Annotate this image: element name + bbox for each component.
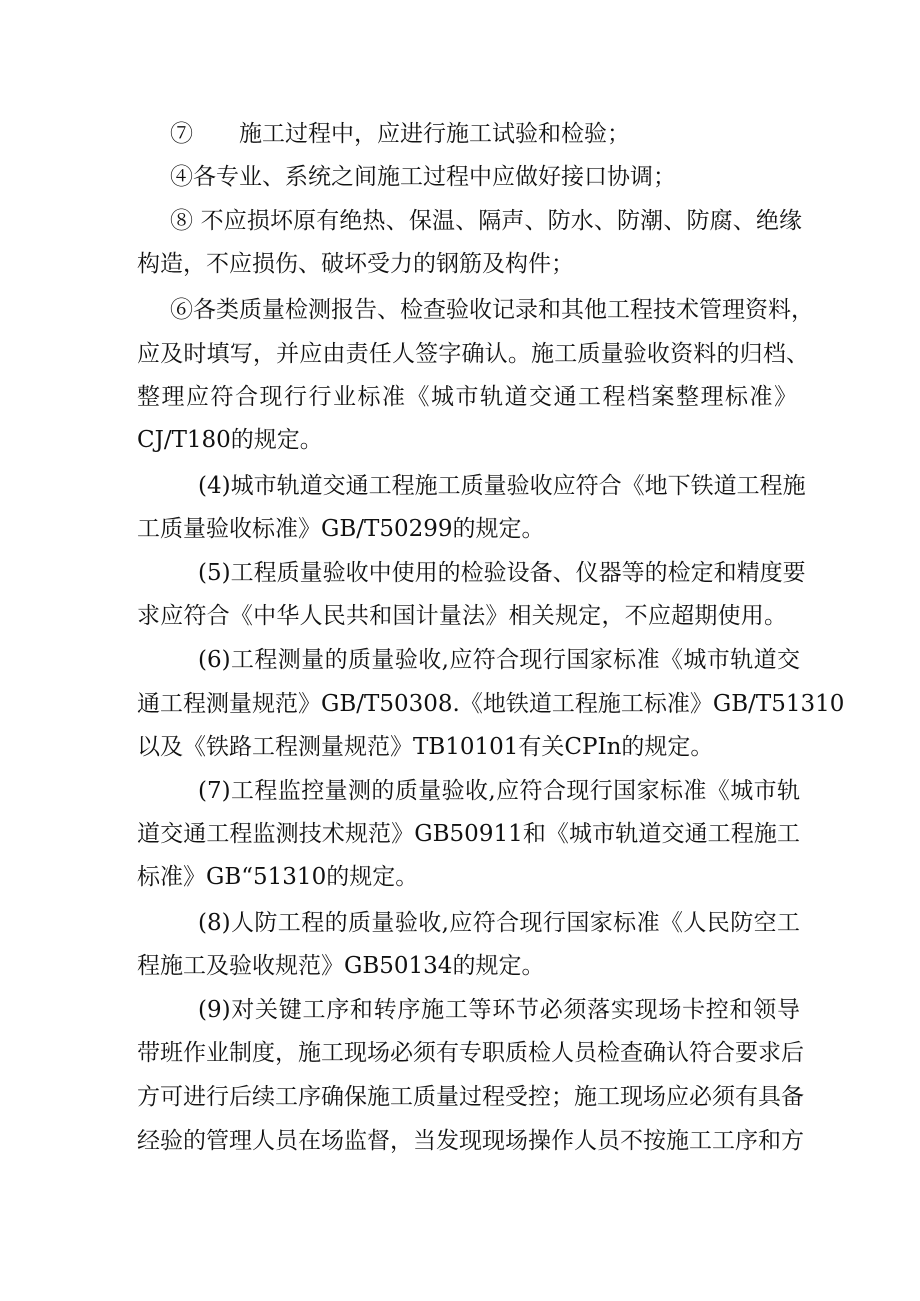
line-text: ⑧ 不应损坏原有绝热、保温、隔声、防水、防潮、防腐、绝缘 bbox=[170, 208, 802, 234]
text-line bbox=[0, 596, 920, 636]
text-line bbox=[0, 377, 920, 417]
line-text: ⑥各类质量检测报告、检查验收记录和其他工程技术管理资料， bbox=[170, 297, 814, 323]
text-line bbox=[0, 903, 920, 943]
line-text: (8)人防工程的质量验收,应符合现行国家标准《人民防空工 bbox=[198, 910, 800, 936]
line-text: 经验的管理人员在场监督，当发现现场操作人员不按施工工序和方 bbox=[137, 1128, 804, 1154]
text-line bbox=[0, 814, 920, 854]
text-line bbox=[0, 857, 920, 897]
line-text: 构造，不应损伤、破坏受力的钢筋及构件； bbox=[137, 251, 574, 277]
line-text: CJ/T180的规定。 bbox=[137, 427, 323, 453]
line-text: (4)城市轨道交通工程施工质量验收应符合《地下铁道工程施 bbox=[198, 473, 806, 499]
text-line bbox=[0, 420, 920, 460]
text-line bbox=[0, 509, 920, 549]
text-line bbox=[0, 334, 920, 374]
text-line bbox=[0, 201, 920, 241]
line-text: 应及时填写，并应由责任人签字确认。施工质量验收资料的归档、 bbox=[137, 341, 809, 367]
line-text: (7)工程监控量测的质量验收,应符合现行国家标准《城市轨 bbox=[198, 778, 800, 804]
line-text: 道交通工程监测技术规范》GB50911和《城市轨道交通工程施工 bbox=[137, 821, 800, 847]
text-line bbox=[0, 640, 920, 680]
text-line bbox=[0, 727, 920, 767]
line-text: 标准》GB“51310的规定。 bbox=[137, 864, 419, 890]
text-line bbox=[0, 771, 920, 811]
text-line bbox=[0, 553, 920, 593]
line-text: (5)工程质量验收中使用的检验设备、仪器等的检定和精度要 bbox=[198, 560, 806, 586]
text-line bbox=[0, 684, 920, 724]
line-text: 带班作业制度，施工现场必须有专职质检人员检查确认符合要求后 bbox=[137, 1040, 804, 1066]
text-line bbox=[0, 1033, 920, 1073]
text-line bbox=[0, 157, 920, 197]
line-text: 方可进行后续工序确保施工质量过程受控；施工现场应必须有具备 bbox=[137, 1084, 804, 1110]
line-text: 工质量验收标准》GB/T50299的规定。 bbox=[137, 516, 545, 542]
line-text: 整理应符合现行行业标准《城市轨道交通工程档案整理标准》 bbox=[137, 384, 797, 410]
text-line bbox=[0, 290, 920, 330]
text-line bbox=[0, 114, 920, 154]
line-text: 通工程测量规范》GB/T50308.《地铁道工程施工标准》GB/T51310 bbox=[137, 691, 845, 717]
text-line bbox=[0, 1077, 920, 1117]
line-text: (6)工程测量的质量验收,应符合现行国家标准《城市轨道交 bbox=[198, 647, 800, 673]
text-line bbox=[0, 990, 920, 1030]
line-text: ⑦ 施工过程中，应进行施工试验和检验； bbox=[170, 121, 630, 147]
line-text: (9)对关键工序和转序施工等环节必须落实现场卡控和领导 bbox=[198, 997, 800, 1023]
text-line bbox=[0, 1121, 920, 1161]
text-line bbox=[0, 244, 920, 284]
line-text: ④各专业、系统之间施工过程中应做好接口协调； bbox=[170, 164, 676, 190]
text-line bbox=[0, 946, 920, 986]
line-text: 程施工及验收规范》GB50134的规定。 bbox=[137, 953, 545, 979]
line-text: 以及《铁路工程测量规范》TB10101有关CPIn的规定。 bbox=[137, 734, 714, 760]
line-text: 求应符合《中华人民共和国计量法》相关规定，不应超期使用。 bbox=[137, 603, 787, 629]
text-line bbox=[0, 466, 920, 506]
